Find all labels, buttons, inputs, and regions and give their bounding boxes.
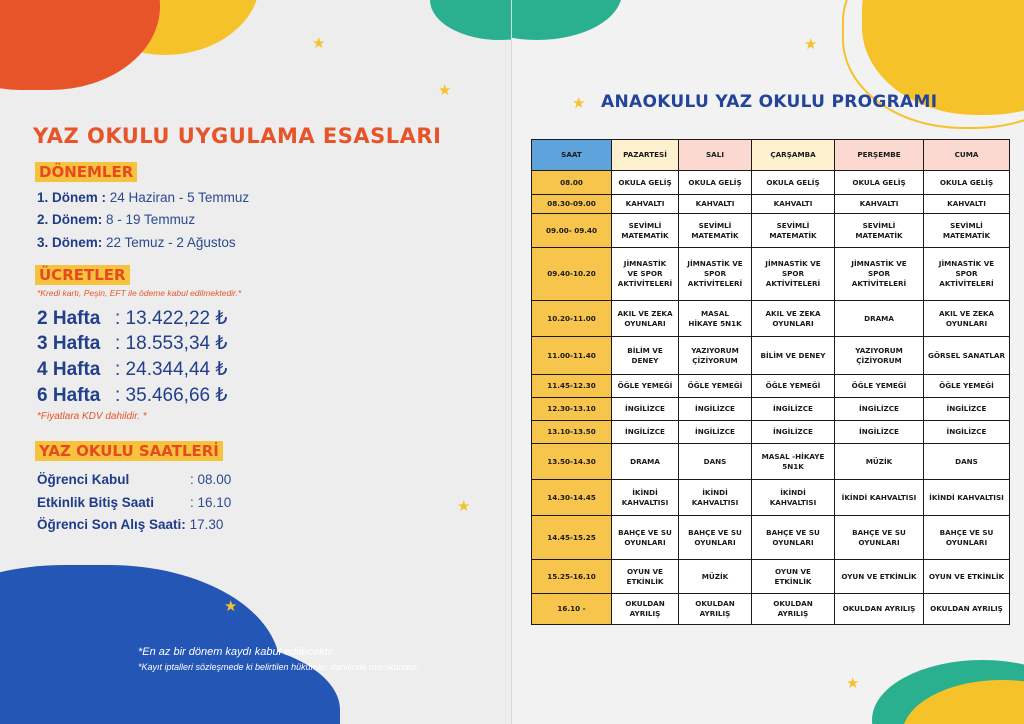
star-icon: ★ bbox=[572, 95, 586, 112]
activity-cell: BAHÇE VE SU OYUNLARI bbox=[835, 516, 924, 560]
activity-cell: OKULA GELİŞ bbox=[679, 171, 752, 195]
activity-cell: DANS bbox=[679, 444, 752, 480]
time-cell: 09.40-10.20 bbox=[532, 248, 612, 301]
column-header: CUMA bbox=[924, 140, 1010, 171]
activity-cell: OKULA GELİŞ bbox=[612, 171, 679, 195]
activity-cell: BİLİM VE DENEY bbox=[752, 337, 835, 375]
activity-cell: YAZIYORUM ÇİZİYORUM bbox=[679, 337, 752, 375]
activity-cell: MASAL -HİKAYE 5N1K bbox=[752, 444, 835, 480]
activity-cell: OKULDAN AYRILIŞ bbox=[835, 594, 924, 625]
activity-cell: BAHÇE VE SU OYUNLARI bbox=[924, 516, 1010, 560]
activity-cell: OKULDAN AYRILIŞ bbox=[924, 594, 1010, 625]
column-header: SALI bbox=[679, 140, 752, 171]
activity-cell: KAHVALTI bbox=[612, 195, 679, 214]
price-row: 2 Hafta : 13.422,22 ₺ bbox=[37, 308, 228, 329]
activity-cell: OYUN VE ETKİNLİK bbox=[612, 560, 679, 594]
star-icon: ★ bbox=[846, 675, 860, 692]
program-title: ANAOKULU YAZ OKULU PROGRAMI bbox=[601, 92, 938, 112]
hour-row: Öğrenci Kabul : 08.00 bbox=[37, 472, 232, 487]
activity-cell: OKULA GELİŞ bbox=[752, 171, 835, 195]
activity-cell: OKULA GELİŞ bbox=[924, 171, 1010, 195]
right-page bbox=[512, 0, 1024, 724]
time-cell: 11.45-12.30 bbox=[532, 375, 612, 398]
hour-row: Etkinlik Bitiş Saati : 16.10 bbox=[37, 495, 232, 510]
activity-cell: BİLİM VE DENEY bbox=[612, 337, 679, 375]
page-title: YAZ OKULU UYGULAMA ESASLARI bbox=[33, 124, 442, 148]
activity-cell: KAHVALTI bbox=[924, 195, 1010, 214]
activity-cell: İKİNDİ KAHVALTISI bbox=[835, 480, 924, 516]
activity-cell: ÖĞLE YEMEĞİ bbox=[752, 375, 835, 398]
table-row bbox=[532, 337, 1010, 375]
activity-cell: AKIL VE ZEKA OYUNLARI bbox=[924, 301, 1010, 337]
kdv-note: *Fiyatlara KDV dahildir. * bbox=[37, 411, 147, 422]
time-cell: 11.00-11.40 bbox=[532, 337, 612, 375]
teal-blob-top bbox=[512, 0, 622, 40]
activity-cell: JİMNASTİK VE SPOR AKTİVİTELERİ bbox=[679, 248, 752, 301]
star-icon: ★ bbox=[438, 82, 452, 99]
activity-cell: İNGİLİZCE bbox=[679, 421, 752, 444]
activity-cell: DRAMA bbox=[612, 444, 679, 480]
activity-cell: İNGİLİZCE bbox=[679, 398, 752, 421]
activity-cell: İNGİLİZCE bbox=[835, 421, 924, 444]
hour-row: Öğrenci Son Alış Saati: 17.30 bbox=[37, 517, 224, 532]
table-row bbox=[532, 421, 1010, 444]
time-cell: 08.00 bbox=[532, 171, 612, 195]
activity-cell: SEVİMLİ MATEMATİK bbox=[679, 214, 752, 248]
table-row bbox=[532, 516, 1010, 560]
table-row bbox=[532, 480, 1010, 516]
time-cell: 09.00- 09.40 bbox=[532, 214, 612, 248]
table-row bbox=[532, 444, 1010, 480]
activity-cell: ÖĞLE YEMEĞİ bbox=[835, 375, 924, 398]
activity-cell: İKİNDİ KAHVALTISI bbox=[924, 480, 1010, 516]
ucretler-label: ÜCRETLER bbox=[35, 265, 130, 285]
price-row: 6 Hafta : 35.466,66 ₺ bbox=[37, 385, 228, 406]
activity-cell: YAZIYORUM ÇİZİYORUM bbox=[835, 337, 924, 375]
table-header-row bbox=[532, 140, 1010, 171]
star-icon: ★ bbox=[804, 36, 818, 53]
time-cell: 10.20-11.00 bbox=[532, 301, 612, 337]
activity-cell: İNGİLİZCE bbox=[924, 421, 1010, 444]
donem-row: 2. Dönem: 8 - 19 Temmuz bbox=[37, 212, 196, 227]
activity-cell: ÖĞLE YEMEĞİ bbox=[924, 375, 1010, 398]
table-row bbox=[532, 248, 1010, 301]
activity-cell: OKULDAN AYRILIŞ bbox=[612, 594, 679, 625]
activity-cell: BAHÇE VE SU OYUNLARI bbox=[612, 516, 679, 560]
activity-cell: SEVİMLİ MATEMATİK bbox=[612, 214, 679, 248]
activity-cell: MÜZİK bbox=[835, 444, 924, 480]
activity-cell: AKIL VE ZEKA OYUNLARI bbox=[612, 301, 679, 337]
activity-cell: JİMNASTİK VE SPOR AKTİVİTELERİ bbox=[612, 248, 679, 301]
orange-blob-top bbox=[0, 0, 160, 90]
column-header: PAZARTESİ bbox=[612, 140, 679, 171]
activity-cell: JİMNASTİK VE SPOR AKTİVİTELERİ bbox=[924, 248, 1010, 301]
activity-cell: İKİNDİ KAHVALTISI bbox=[612, 480, 679, 516]
column-header: PERŞEMBE bbox=[835, 140, 924, 171]
activity-cell: BAHÇE VE SU OYUNLARI bbox=[679, 516, 752, 560]
activity-cell: SEVİMLİ MATEMATİK bbox=[752, 214, 835, 248]
time-cell: 14.30-14.45 bbox=[532, 480, 612, 516]
price-row: 3 Hafta : 18.553,34 ₺ bbox=[37, 333, 228, 354]
footnote: *Kayıt iptalleri sözleşmede ki belirtilen hükümler dahilinde mümkündür. bbox=[138, 662, 419, 672]
activity-cell: GÖRSEL SANATLAR bbox=[924, 337, 1010, 375]
teal-blob-top bbox=[430, 0, 511, 40]
time-cell: 14.45-15.25 bbox=[532, 516, 612, 560]
activity-cell: SEVİMLİ MATEMATİK bbox=[835, 214, 924, 248]
activity-cell: JİMNASTİK VE SPOR AKTİVİTELERİ bbox=[752, 248, 835, 301]
time-cell: 15.25-16.10 bbox=[532, 560, 612, 594]
donemler-label: DÖNEMLER bbox=[35, 162, 137, 182]
star-icon: ★ bbox=[312, 35, 326, 52]
activity-cell: OKULA GELİŞ bbox=[835, 171, 924, 195]
activity-cell: KAHVALTI bbox=[679, 195, 752, 214]
activity-cell: MÜZİK bbox=[679, 560, 752, 594]
activity-cell: DANS bbox=[924, 444, 1010, 480]
activity-cell: KAHVALTI bbox=[752, 195, 835, 214]
column-header: SAAT bbox=[532, 140, 612, 171]
time-cell: 12.30-13.10 bbox=[532, 398, 612, 421]
saatler-label: YAZ OKULU SAATLERİ bbox=[35, 441, 223, 461]
table-row bbox=[532, 301, 1010, 337]
activity-cell: AKIL VE ZEKA OYUNLARI bbox=[752, 301, 835, 337]
activity-cell: SEVİMLİ MATEMATİK bbox=[924, 214, 1010, 248]
activity-cell: OYUN VE ETKİNLİK bbox=[924, 560, 1010, 594]
price-row: 4 Hafta : 24.344,44 ₺ bbox=[37, 359, 228, 380]
activity-cell: BAHÇE VE SU OYUNLARI bbox=[752, 516, 835, 560]
activity-cell: İNGİLİZCE bbox=[752, 421, 835, 444]
activity-cell: İNGİLİZCE bbox=[924, 398, 1010, 421]
activity-cell: JİMNASTİK VE SPOR AKTİVİTELERİ bbox=[835, 248, 924, 301]
time-cell: 13.10-13.50 bbox=[532, 421, 612, 444]
activity-cell: OKULDAN AYRILIŞ bbox=[752, 594, 835, 625]
activity-cell: MASAL HİKAYE 5N1K bbox=[679, 301, 752, 337]
schedule-table bbox=[531, 139, 1010, 625]
table-row bbox=[532, 375, 1010, 398]
footnote: *En az bir dönem kaydı kabul edilecektir. bbox=[138, 646, 337, 658]
table-row bbox=[532, 594, 1010, 625]
activity-cell: İNGİLİZCE bbox=[835, 398, 924, 421]
activity-cell: İNGİLİZCE bbox=[752, 398, 835, 421]
donem-row: 1. Dönem : 24 Haziran - 5 Temmuz bbox=[37, 190, 250, 205]
activity-cell: OKULDAN AYRILIŞ bbox=[679, 594, 752, 625]
column-header: ÇARŞAMBA bbox=[752, 140, 835, 171]
table-row bbox=[532, 398, 1010, 421]
activity-cell: OYUN VE ETKİNLİK bbox=[835, 560, 924, 594]
activity-cell: İKİNDİ KAHVALTISI bbox=[752, 480, 835, 516]
activity-cell: DRAMA bbox=[835, 301, 924, 337]
table-row bbox=[532, 214, 1010, 248]
activity-cell: KAHVALTI bbox=[835, 195, 924, 214]
star-icon: ★ bbox=[224, 598, 238, 615]
activity-cell: İKİNDİ KAHVALTISI bbox=[679, 480, 752, 516]
time-cell: 08.30-09.00 bbox=[532, 195, 612, 214]
activity-cell: İNGİLİZCE bbox=[612, 421, 679, 444]
table-row bbox=[532, 560, 1010, 594]
time-cell: 16.10 - bbox=[532, 594, 612, 625]
activity-cell: İNGİLİZCE bbox=[612, 398, 679, 421]
table-row bbox=[532, 195, 1010, 214]
donem-row: 3. Dönem: 22 Temuz - 2 Ağustos bbox=[37, 235, 236, 250]
table-row bbox=[532, 171, 1010, 195]
activity-cell: OYUN VE ETKİNLİK bbox=[752, 560, 835, 594]
activity-cell: ÖĞLE YEMEĞİ bbox=[612, 375, 679, 398]
star-icon: ★ bbox=[457, 498, 471, 515]
payment-note: *Kredi kartı, Peşin, EFT ile ödeme kabul edilmektedir.* bbox=[37, 288, 242, 298]
time-cell: 13.50-14.30 bbox=[532, 444, 612, 480]
activity-cell: ÖĞLE YEMEĞİ bbox=[679, 375, 752, 398]
left-page bbox=[0, 0, 511, 724]
